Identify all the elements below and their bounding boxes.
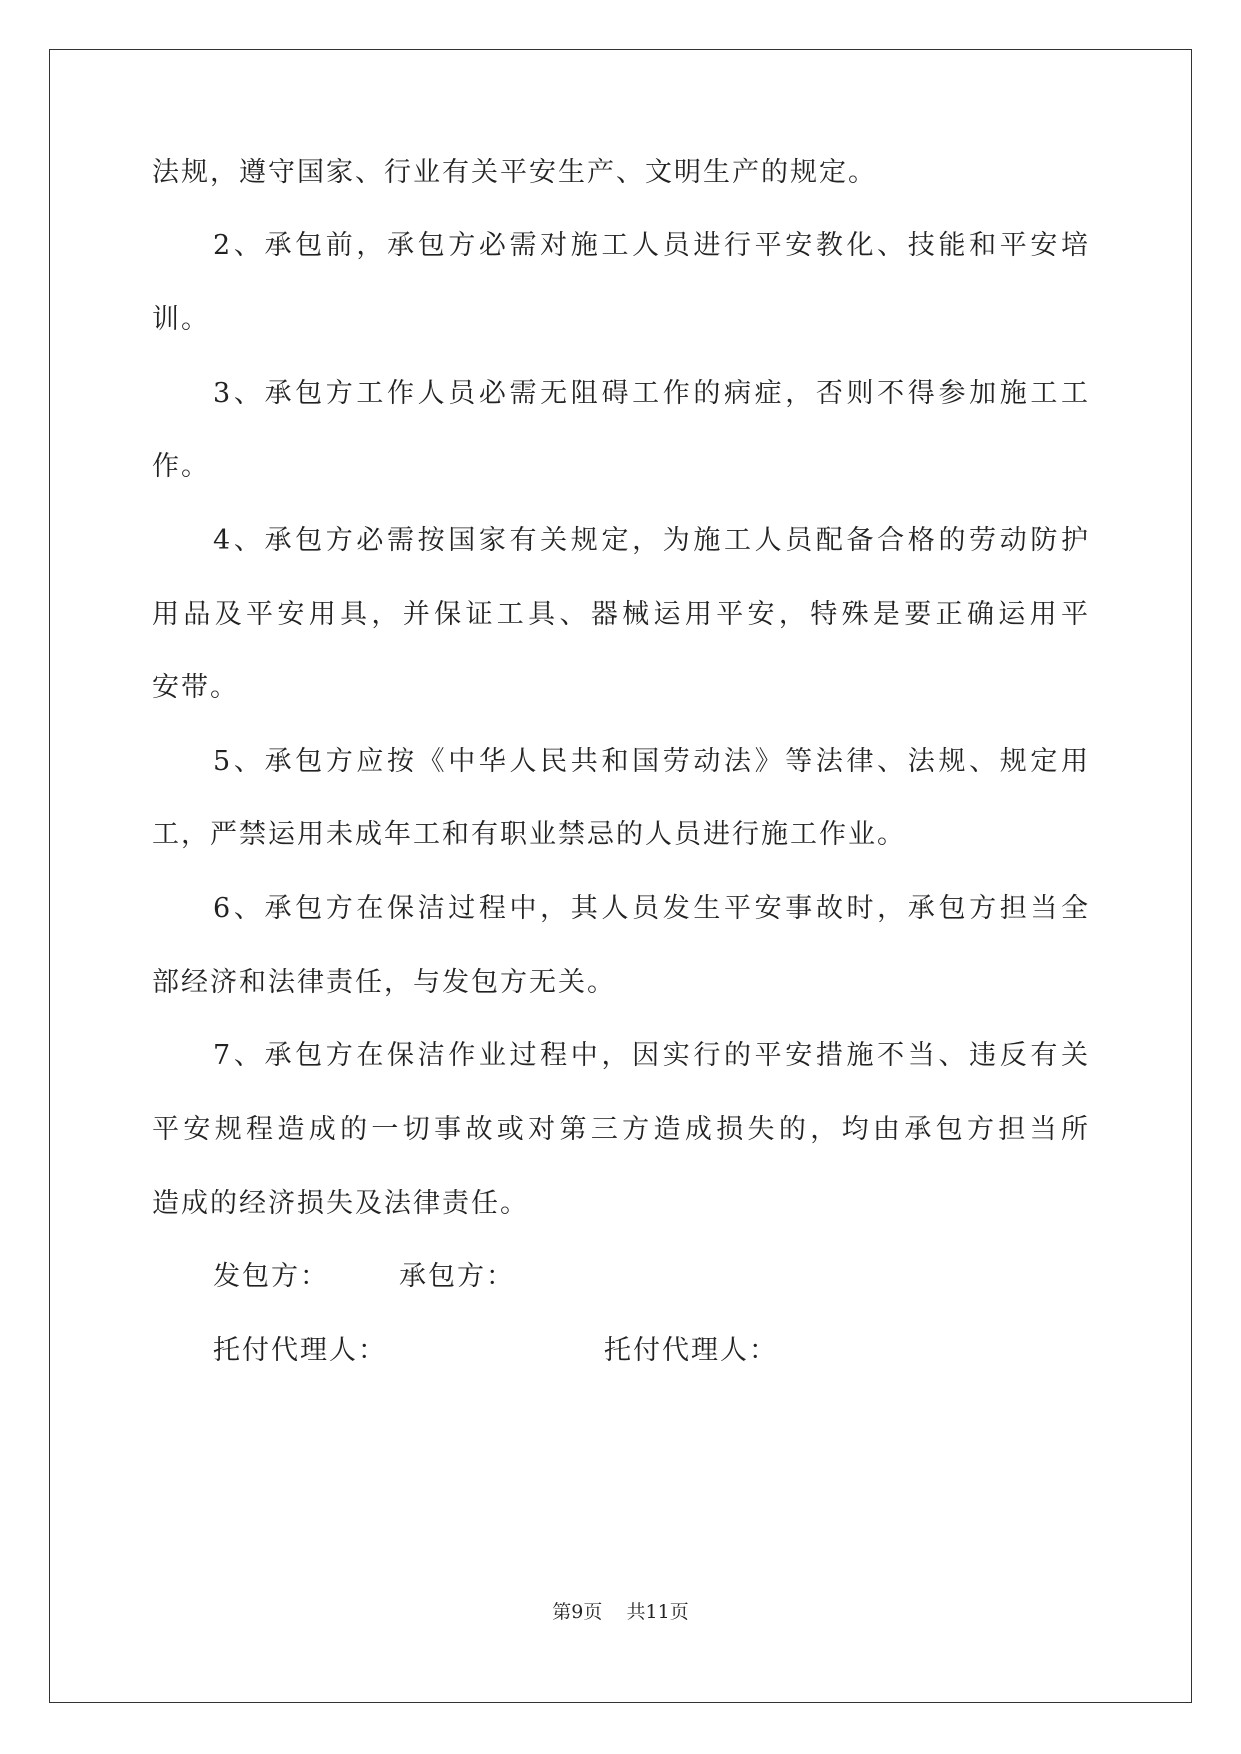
text-line: 用品及平安用具，并保证工具、器械运用平安，特殊是要正确运用平 <box>152 599 1088 630</box>
page-total: 共11页 <box>626 1601 689 1623</box>
party-a-label: 发包方： <box>213 1261 329 1292</box>
text-line: 造成的经济损失及法律责任。 <box>152 1188 529 1219</box>
text-line: 7、承包方在保洁作业过程中，因实行的平安措施不当、违反有关 <box>213 1040 1088 1071</box>
text-line: 2、承包前，承包方必需对施工人员进行平安教化、技能和平安培 <box>213 230 1088 261</box>
text-line: 6、承包方在保洁过程中，其人员发生平安事故时，承包方担当全 <box>213 893 1088 924</box>
text-line: 部经济和法律责任，与发包方无关。 <box>152 967 616 998</box>
page-border <box>49 49 1192 1703</box>
party-b-label: 承包方： <box>399 1261 515 1292</box>
agent-a-label: 托付代理人： <box>213 1335 387 1366</box>
agent-b-label: 托付代理人： <box>604 1335 778 1366</box>
text-line: 4、承包方必需按国家有关规定，为施工人员配备合格的劳动防护 <box>213 525 1088 556</box>
text-line: 作。 <box>152 451 210 482</box>
text-line: 安带。 <box>152 672 239 703</box>
text-line: 平安规程造成的一切事故或对第三方造成损失的，均由承包方担当所 <box>152 1114 1088 1145</box>
text-line: 3、承包方工作人员必需无阻碍工作的病症，否则不得参加施工工 <box>213 378 1088 409</box>
text-line: 训。 <box>152 304 210 335</box>
page-footer <box>0 1598 1241 1626</box>
text-line: 5、承包方应按《中华人民共和国劳动法》等法律、法规、规定用 <box>213 746 1088 777</box>
footer-spacer <box>602 1601 626 1623</box>
text-line: 法规，遵守国家、行业有关平安生产、文明生产的规定。 <box>152 157 877 188</box>
text-line: 工，严禁运用未成年工和有职业禁忌的人员进行施工作业。 <box>152 819 906 850</box>
page-number: 第9页 <box>552 1601 603 1623</box>
